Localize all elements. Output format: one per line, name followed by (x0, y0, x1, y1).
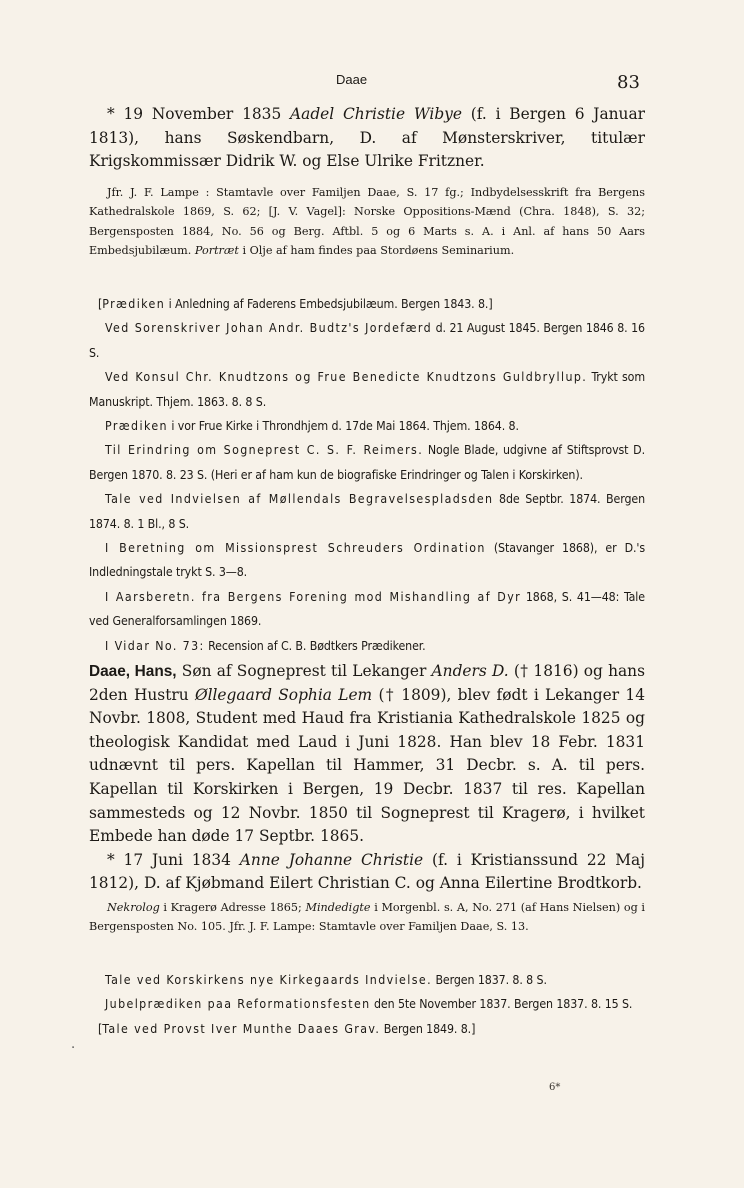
mindedigte-label: Mindedigte (305, 901, 371, 914)
work-item: I Beretning om Missionsprest Schreuders Ordination (Stavanger 1868), er D.'s Indledningstale trykt S. 3—8. (89, 541, 646, 580)
marriage-paragraph (89, 103, 645, 174)
work-item: Jubelprædiken paa Reformationsfesten den 5te November 1837. Bergen 1837. 8. 15 S. (105, 997, 633, 1012)
wife-name: Anne Johanne Christie (239, 850, 424, 869)
running-head: Daae (336, 72, 368, 87)
work-item: Tale ved Korskirkens nye Kirkegaards Indvielse. Bergen 1837. 8. 8 S. (105, 973, 547, 987)
work-item: I Aarsberetn. fra Bergens Forening mod Mishandling af Dyr 1868, S. 41—48: Tale ved Generalforsamlingen 1869. (89, 589, 645, 629)
father-name: Anders D. (431, 662, 509, 680)
portrait-label: Portræt (194, 244, 239, 258)
work-item: Til Erindring om Sogneprest C. S. F. Reimers. Nogle Blade, udgivne af Stiftsprovst D. Bergen 1870. 8. 23 S. (Heri er af ham kun de biografiske Erindringer og Talen i Korskirken). (89, 443, 645, 482)
entry-heading: Daae, Hans, (89, 663, 177, 680)
works-list-2 (89, 968, 645, 1041)
margin-mark: . (71, 1037, 76, 1052)
mother-name: Øllegaard Sophia Lem (194, 685, 373, 704)
page-number: 83 (617, 72, 640, 93)
reference-note: Jfr. J. F. Lampe : Stamtavle over Familjen Daae, S. 17 fg.; Indbydelsesskrift fra Bergens Kathedralskole 1869, S. 62; [J. V. Vagel]: Norske Oppositions-Mænd (Chra. 1848), S. 32; Bergensposten 1884, No. 56 og Berg. Aftbl. 5 og 6 Marts s. A. i Anl. af hans 50 Aars Embedsjubilæum. Portræt i Olje af ham findes paa Stordøens Seminarium. (89, 186, 645, 258)
spouse-name: Aadel Christie Wibye (290, 105, 462, 123)
work-item: [Prædiken i Anledning af Faderens Embedsjubilæum. Bergen 1843. 8.] (98, 297, 493, 311)
nekrolog-label: Nekrolog (107, 901, 160, 914)
works-list (89, 292, 645, 658)
biography-paragraph: Daae, Hans, Søn af Sogneprest til Lekanger Anders D. († 1816) og hans 2den Hustru Øllegaard Sophia Lem († 1809), blev født i Lekanger 14 Novbr. 1808, Student med Haud fra Kristiania Kathedralskole 1825 og theologisk Kandidat med Laud i Juni 1828. Han blev 18 Febr. 1831 udnævnt til pers. Kapellan til Hammer, 31 Decbr. s. A. til pers. Kapellan til Korskirken i Bergen, 19 Decbr. 1837 til res. Kapellan sammesteds og 12 Novbr. 1850 til Sogneprest til Kragerø, i hvilket Embede han døde 17 Septbr. 1865. (89, 662, 645, 846)
reference-note-2: Nekrolog i Kragerø Adresse 1865; Mindedigte i Morgenbl. s. A, No. 271 (af Hans Nielsen) og i Bergensposten No. 105. Jfr. J. F. Lampe: Stamtavle over Familjen Daae, S. 13. (89, 901, 645, 934)
signature-mark: 6* (549, 1082, 561, 1093)
work-item: Prædiken i vor Frue Kirke i Throndhjem d. 17de Mai 1864. Thjem. 1864. 8. (105, 419, 519, 434)
work-item: Ved Konsul Chr. Knudtzons og Frue Benedicte Knudtzons Guldbryllup. Trykt som Manuskript. Thjem. 1863. 8. 8 S. (89, 370, 645, 409)
work-item: Ved Sorenskriver Johan Andr. Budtz's Jordefærd d. 21 August 1845. Bergen 1846 8. 16 S. (89, 321, 645, 360)
biography-entry (89, 660, 645, 896)
work-item: I Vidar No. 73: Recension af C. B. Bødtkers Prædikener. (105, 638, 426, 653)
work-item: Tale ved Indvielsen af Møllendals Begravelsespladsden 8de Septbr. 1874. Bergen 1874. 8. 1 Bl., 8 S. (89, 492, 645, 531)
marriage-details: (f. i Bergen 6 Januar 1813), hans Søskendbarn, D. af Mønsterskriver, titulær Krigskommissær Didrik W. og Else Ulrike Fritzner. (89, 105, 646, 171)
marriage-date: * 19 November 1835 (107, 105, 291, 123)
work-item: [Tale ved Provst Iver Munthe Daaes Grav. Bergen 1849. 8.] (98, 1021, 476, 1036)
marriage-paragraph-2: * 17 Juni 1834 Anne Johanne Christie (f. i Kristianssund 22 Maj 1812), D. af Kjøbmand Eilert Christian C. og Anna Eilertine Brodtkorb. (89, 850, 646, 893)
